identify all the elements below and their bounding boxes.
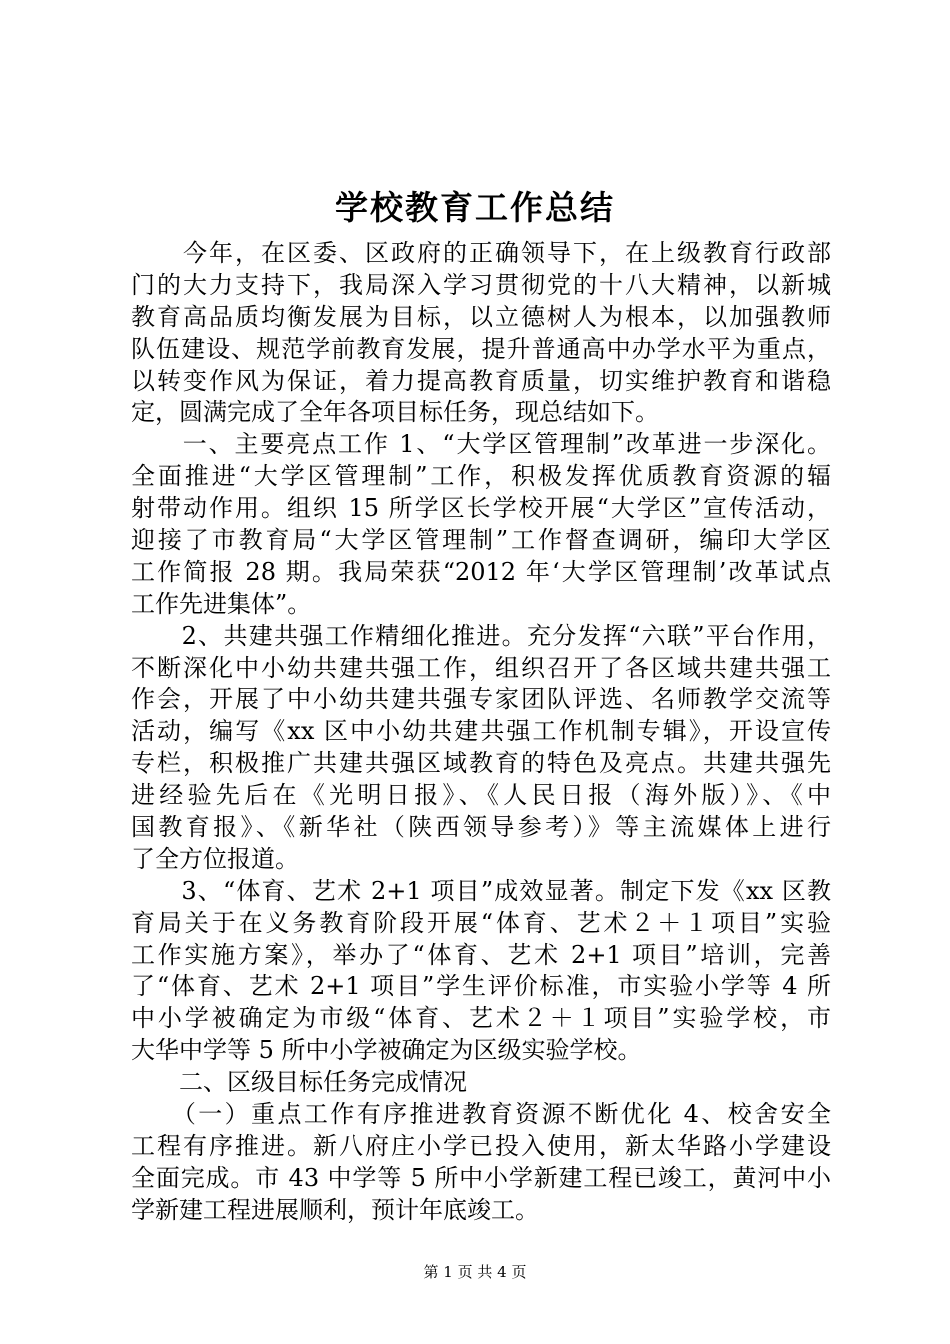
document-body [131,238,831,1227]
body-text-line: 今年，在区委、区政府的正确领导下，在上级教育行政部 [131,239,831,267]
body-text-line: 一、主要亮点工作 1、“大学区管理制”改革进一步深化。 [131,430,831,459]
body-text-line: 不断深化中小幼共建共强工作，组织召开了各区域共建共强工 [131,653,831,682]
body-text-line: 2、共建共强工作精细化推进。充分发挥“六联”平台作用， [131,621,831,650]
body-text-line: 国教育报》、《新华社（陕西领导参考）》等主流媒体上进行 [131,813,831,842]
body-text-line: 进经验先后在《光明日报》、《人民日报（海外版）》、《中 [131,781,831,810]
body-text-line: 定，圆满完成了全年各项目标任务，现总结如下。 [131,398,659,427]
body-text-line: 学新建工程进展顺利，预计年底竣工。 [131,1195,539,1224]
body-text-line: 了“体育、艺术 2+1 项目”学生评价标准，市实验小学等 4 所 [131,972,831,1001]
body-text-line: 队伍建设、规范学前教育发展，提升普通高中办学水平为重点， [131,334,831,363]
body-text-line: 育局关于在义务教育阶段开展“体育、艺术２＋１项目”实验 [131,908,831,937]
body-text-line: 中小学被确定为市级“体育、艺术２＋１项目”实验学校，市 [131,1004,831,1033]
page-footer: 第 1 页 共 4 页 [423,1263,527,1281]
body-text-line: 以转变作风为保证，着力提高教育质量，切实维护教育和谐稳 [131,366,831,395]
body-text-line: 全面完成。市 43 中学等 5 所中小学新建工程已竣工，黄河中小 [131,1163,831,1192]
body-text-line: 活动，编写《xx 区中小幼共建共强工作机制专辑》，开设宣传 [131,717,831,746]
body-text-line: 全面推进“大学区管理制”工作，积极发挥优质教育资源的辐 [131,462,831,491]
body-text-line: 了全方位报道。 [131,844,299,873]
body-text-line: 迎接了市教育局“大学区管理制”工作督查调研，编印大学区 [131,526,831,555]
body-text-line: （一）重点工作有序推进教育资源不断优化 4、校舍安全 [131,1100,831,1129]
body-text-line: 工程有序推进。新八府庄小学已投入使用，新太华路小学建设 [131,1131,831,1160]
body-text-line: 教育高品质均衡发展为目标，以立德树人为根本，以加强教师 [131,302,831,331]
body-text-line: 工作先进集体”。 [131,589,312,618]
body-text-line: 工作实施方案》，举办了“体育、艺术 2+1 项目”培训，完善 [131,940,831,969]
body-text-line: 二、区级目标任务完成情况 [131,1068,467,1097]
body-text-line: 专栏，积极推广共建共强区域教育的特色及亮点。共建共强先 [131,749,831,778]
body-text-line: 3、“体育、艺术 2+1 项目”成效显著。制定下发《xx 区教 [131,876,831,905]
body-text-line: 作会，开展了中小幼共建共强专家团队评选、名师教学交流等 [131,685,831,714]
body-text-line: 门的大力支持下，我局深入学习贯彻党的十八大精神，以新城 [131,270,831,299]
body-text-line: 大华中学等 5 所中小学被确定为区级实验学校。 [131,1036,642,1065]
body-text-line: 射带动作用。组织 15 所学区长学校开展“大学区”宣传活动， [131,494,831,523]
body-text-line: 工作简报 28 期。我局荣获“2012 年‘大学区管理制’改革试点 [131,557,831,586]
document-title: 学校教育工作总结 [335,188,615,227]
